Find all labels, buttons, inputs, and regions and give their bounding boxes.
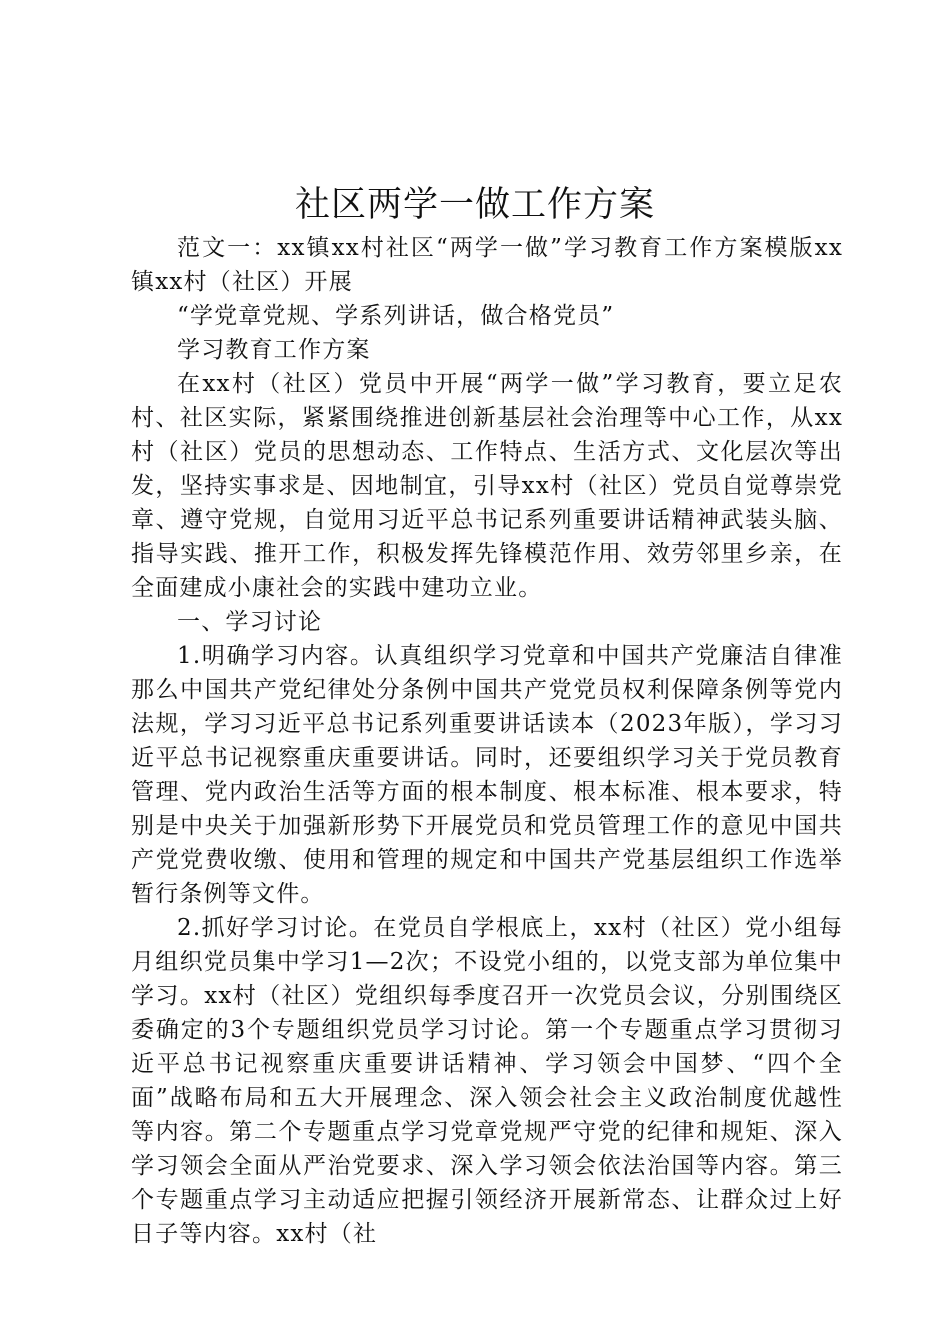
- paragraph-intro: 范文一：xx镇xx村社区“两学一做”学习教育工作方案模版xx镇xx村（社区）开展: [131, 235, 843, 295]
- section-heading-study: 一、学习讨论: [177, 609, 323, 635]
- document-title: 社区两学一做工作方案: [294, 185, 655, 225]
- paragraph-item-2: 2.抓好学习讨论。在党员自学根底上，xx村（社区）党小组每月组织党员集中学习1—2次；不设党小组的，以党支部为单位集中学习。xx村（社区）党组织每季度召开一次党员会议，分别围绕区委确定的3个专题组织党员学习讨论。第一个专题重点学习贯彻习近平总书记视察重庆重要讲话精神、学习领会中国梦、“四个全面”战略布局和五大开展理念、深入领会社会主义政治制度优越性等内容。第二个专题重点学习党章党规严守党的纪律和规矩、深入学习领会全面从严治党要求、深入学习领会依法治国等内容。第三个专题重点学习主动适应把握引领经济开展新常态、让群众过上好日子等内容。xx村（社: [131, 915, 843, 1247]
- paragraph-subtitle: 学习教育工作方案: [177, 337, 371, 363]
- document-body: [131, 231, 843, 1251]
- paragraph-overview: 在xx村（社区）党员中开展“两学一做”学习教育，要立足农村、社区实际，紧紧围绕推进创新基层社会治理等中心工作，从xx村（社区）党员的思想动态、工作特点、生活方式、文化层次等出发，坚持实事求是、因地制宜，引导xx村（社区）党员自觉尊崇党章、遵守党规，自觉用习近平总书记系列重要讲话精神武装头脑、指导实践、推开工作，积极发挥先锋模范作用、效劳邻里乡亲，在全面建成小康社会的实践中建功立业。: [131, 371, 843, 601]
- paragraph-slogan: “学党章党规、学系列讲话，做合格党员”: [177, 303, 615, 329]
- paragraph-item-1: 1.明确学习内容。认真组织学习党章和中国共产党廉洁自律准那么中国共产党纪律处分条例中国共产党党员权利保障条例等党内法规，学习习近平总书记系列重要讲话读本（2023年版），学习习近平总书记视察重庆重要讲话。同时，还要组织学习关于党员教育管理、党内政治生活等方面的根本制度、根本标准、根本要求，特别是中央关于加强新形势下开展党员和党员管理工作的意见中国共产党党费收缴、使用和管理的规定和中国共产党基层组织工作选举暂行条例等文件。: [131, 643, 843, 907]
